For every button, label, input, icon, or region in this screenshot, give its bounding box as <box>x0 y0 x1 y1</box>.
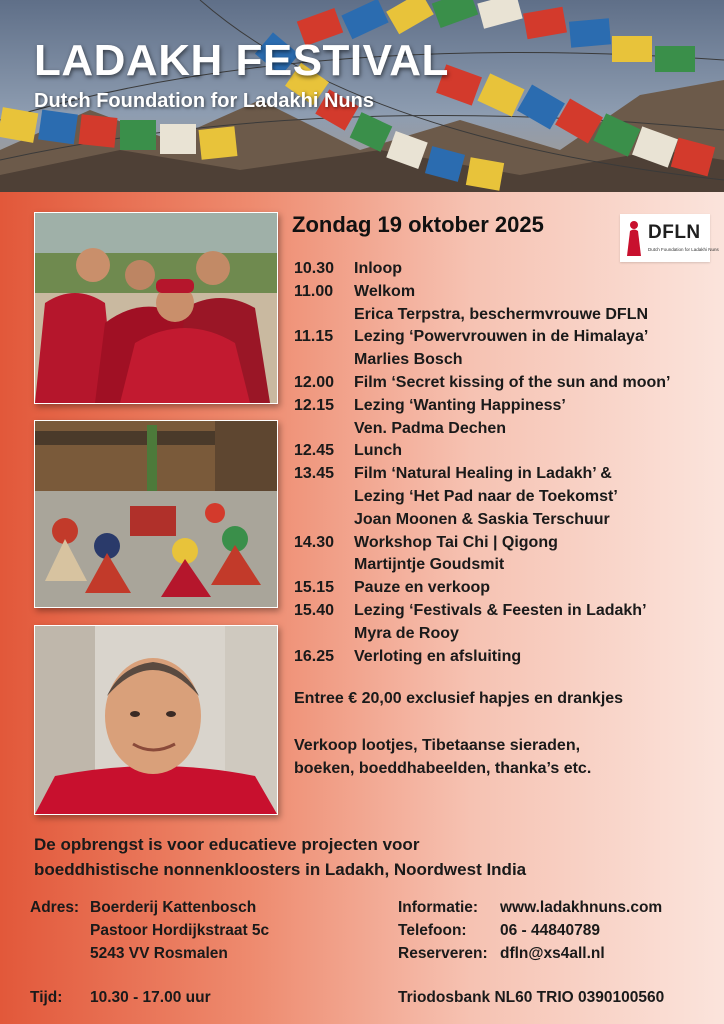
website-link[interactable]: www.ladakhnuns.com <box>500 899 663 916</box>
schedule-time <box>294 554 354 577</box>
schedule-item: Joan Moonen & Saskia Terschuur <box>354 510 610 528</box>
phone-number: 06 - 44840789 <box>500 922 600 939</box>
time-value: 10.30 - 17.00 uur <box>90 989 211 1006</box>
logo-text: DFLN <box>648 222 701 243</box>
contact-block <box>398 896 662 965</box>
phone-label: Telefoon: <box>398 922 467 939</box>
info-label: Informatie: <box>398 899 479 916</box>
schedule-time <box>294 623 354 646</box>
proceeds-line: De opbrengst is voor educatieve projecten voor <box>34 835 420 854</box>
address-line: Pastoor Hordijkstraat 5c <box>90 922 270 939</box>
schedule-row <box>294 463 671 486</box>
nun-figure-icon <box>624 220 644 256</box>
schedule-row <box>294 600 671 623</box>
schedule-item: Welkom <box>354 282 416 300</box>
time-label: Tijd: <box>30 989 63 1006</box>
schedule-item: Film ‘Secret kissing of the sun and moon’ <box>354 373 671 391</box>
schedule-item: Myra de Rooy <box>354 624 459 642</box>
schedule-list <box>294 258 671 668</box>
schedule-item: Inloop <box>354 260 402 277</box>
schedule-row <box>294 532 671 555</box>
schedule-row <box>294 349 671 372</box>
schedule-row <box>294 623 671 646</box>
schedule-row <box>294 509 671 532</box>
schedule-time: 12.45 <box>294 442 335 460</box>
sale-info <box>294 734 591 780</box>
schedule-item: Erica Terpstra, beschermvrouwe DFLN <box>354 305 649 323</box>
event-date: Zondag 19 oktober 2025 <box>292 212 544 237</box>
schedule-time: 11.15 <box>294 328 334 346</box>
schedule-row <box>294 258 671 281</box>
contact-row <box>398 942 662 965</box>
schedule-time: 10.30 <box>294 260 335 277</box>
schedule-time: 15.40 <box>294 601 335 619</box>
schedule-item: Lezing ‘Wanting Happiness’ <box>354 396 566 414</box>
schedule-time: 14.30 <box>294 533 335 551</box>
bank-account: Triodosbank NL60 TRIO 0390100560 <box>398 989 665 1006</box>
schedule-item: Lunch <box>354 442 402 460</box>
festival-title: LADAKH FESTIVAL <box>34 36 449 85</box>
schedule-row <box>294 418 671 441</box>
contact-row <box>398 919 662 942</box>
contact-row <box>398 896 662 919</box>
proceeds-statement <box>34 832 526 882</box>
address-block <box>90 896 269 965</box>
schedule-row <box>294 372 671 395</box>
schedule-row <box>294 486 671 509</box>
schedule-time: 13.45 <box>294 465 335 483</box>
schedule-time <box>294 486 354 509</box>
schedule-time: 16.25 <box>294 647 335 665</box>
schedule-item: Ven. Padma Dechen <box>354 419 507 437</box>
header-banner <box>0 0 724 192</box>
schedule-item: Lezing ‘Powervrouwen in de Himalaya’ <box>354 328 649 346</box>
schedule-time <box>294 304 354 327</box>
schedule-item: Film ‘Natural Healing in Ladakh’ & <box>354 465 612 483</box>
schedule-row <box>294 577 671 600</box>
schedule-row <box>294 646 671 669</box>
schedule-item: Marlies Bosch <box>354 351 463 369</box>
dfln-logo <box>620 214 719 262</box>
schedule-item: Lezing ‘Festivals & Feesten in Ladakh’ <box>354 601 647 619</box>
schedule-time: 12.00 <box>294 373 335 391</box>
schedule-time: 12.15 <box>294 396 335 414</box>
schedule-time: 15.15 <box>294 579 335 597</box>
sale-line: Verkoop lootjes, Tibetaanse sieraden, <box>294 737 581 754</box>
schedule-row <box>294 395 671 418</box>
address-line: Boerderij Kattenbosch <box>90 899 257 916</box>
schedule-row <box>294 554 671 577</box>
nun-portrait-photo <box>34 625 278 815</box>
mask-dance-photo <box>34 420 278 608</box>
email-link[interactable]: dfln@xs4all.nl <box>500 945 605 962</box>
logo-subtext: Dutch Foundation for Ladakhi Nuns <box>648 247 719 252</box>
schedule-row <box>294 304 671 327</box>
schedule-row <box>294 440 671 463</box>
schedule-time <box>294 349 354 372</box>
schedule-item: Martijntje Goudsmit <box>354 556 505 574</box>
schedule-row <box>294 326 671 349</box>
schedule-time <box>294 509 354 532</box>
schedule-row <box>294 281 671 304</box>
sale-line: boeken, boeddhabeelden, thanka’s etc. <box>294 760 592 777</box>
nuns-group-photo <box>34 212 278 404</box>
schedule-time: 11.00 <box>294 282 334 300</box>
schedule-time <box>294 418 354 441</box>
schedule-item: Lezing ‘Het Pad naar de Toekomst’ <box>354 487 618 505</box>
festival-subtitle: Dutch Foundation for Ladakhi Nuns <box>34 90 374 112</box>
schedule-item: Workshop Tai Chi | Qigong <box>354 533 558 551</box>
address-label: Adres: <box>30 899 80 916</box>
proceeds-line: boeddhistische nonnenkloosters in Ladakh, Noordwest India <box>34 860 527 879</box>
entrance-fee: Entree € 20,00 exclusief hapjes en drankjes <box>294 690 624 707</box>
address-line: 5243 VV Rosmalen <box>90 945 228 962</box>
schedule-item: Pauze en verkoop <box>354 579 491 597</box>
reserve-label: Reserveren: <box>398 945 488 962</box>
schedule-item: Verloting en afsluiting <box>354 647 522 665</box>
